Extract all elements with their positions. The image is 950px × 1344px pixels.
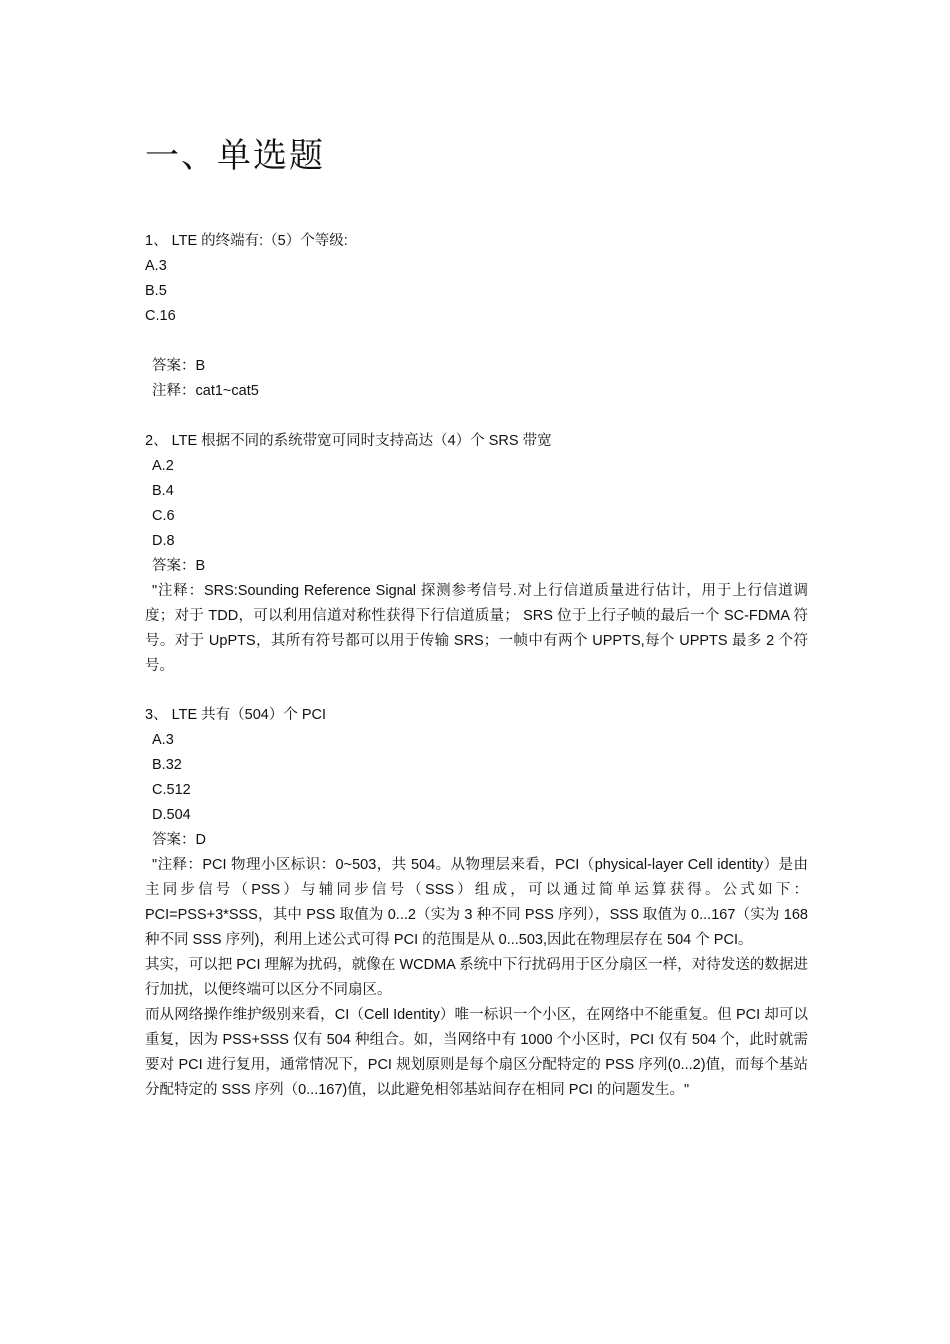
question-2-option-d: D.8 [152, 533, 175, 549]
question-3-option-a: A.3 [152, 732, 174, 748]
section-title: 一、单选题 [145, 136, 325, 176]
question-2-option-c: C.6 [152, 508, 175, 524]
question-1-note: 注释：cat1~cat5 [152, 383, 259, 399]
question-3-note-paragraph-3: 而从网络操作维护级别来看，CI（Cell Identity）唯一标识一个小区，在网络中不能重复。但 PCI 却可以重复，因为 PSS+SSS 仅有 504 种组合。如，当网络中有 1000 个小区时，PCI 仅有 504 个，此时就需要对 PCI 进行复用，通常情况下，PCI 规划原则是每个扇区分配特定的 PSS 序列(0...2)值，而每个基站分配特定的 SSS 序列（0...167)值，以此避免相邻基站间存在相同 PCI 的问题发生。" [145, 1007, 808, 1098]
question-1-stem: 1、 LTE 的终端有:（5）个等级: [145, 233, 348, 249]
question-2-note: "注释：SRS:Sounding Reference Signal 探测参考信号.对上行信道质量进行估计，用于上行信道调度；对于 TDD，可以利用信道对称性获得下行信道质量； SRS 位于上行子帧的最后一个 SC-FDMA 符号。对于 UpPTS，其所有符号都可以用于传输 SRS；一帧中有两个 UPPTS,每个 UPPTS 最多 2 个符号。 [145, 583, 808, 674]
question-2-stem: 2、 LTE 根据不同的系统带宽可同时支持高达（4）个 SRS 带宽 [145, 433, 552, 449]
question-2-option-a: A.2 [152, 458, 174, 474]
question-3-stem: 3、 LTE 共有（504）个 PCI [145, 707, 327, 723]
question-2-answer: 答案：B [152, 558, 206, 574]
question-3-option-b: B.32 [152, 757, 182, 773]
question-1-option-c: C.16 [145, 308, 176, 324]
question-3-option-d: D.504 [152, 807, 191, 823]
question-3-note [145, 853, 808, 1103]
question-1-option-a: A.3 [145, 258, 167, 274]
question-3-answer: 答案：D [152, 832, 206, 848]
question-1-option-b: B.5 [145, 283, 167, 299]
question-1-answer: 答案：B [152, 358, 206, 374]
question-2-option-b: B.4 [152, 483, 174, 499]
question-3-option-c: C.512 [152, 782, 191, 798]
question-3-note-paragraph-1: "注释：PCI 物理小区标识：0~503，共 504。从物理层来看，PCI（physical-layer Cell identity）是由主同步信号（PSS）与辅同步信号（SSS）组成，可以通过简单运算获得。公式如下：PCI=PSS+3*SSS，其中 PSS 取值为 0...2（实为 3 种不同 PSS 序列），SSS 取值为 0...167（实为 168 种不同 SSS 序列)，利用上述公式可得 PCI 的范围是从 0...503,因此在物理层存在 504 个 PCI。 [145, 857, 808, 948]
question-3-note-paragraph-2: 其实，可以把 PCI 理解为扰码，就像在 WCDMA 系统中下行扰码用于区分扇区一样，对待发送的数据进行加扰，以便终端可以区分不同扇区。 [145, 957, 808, 998]
